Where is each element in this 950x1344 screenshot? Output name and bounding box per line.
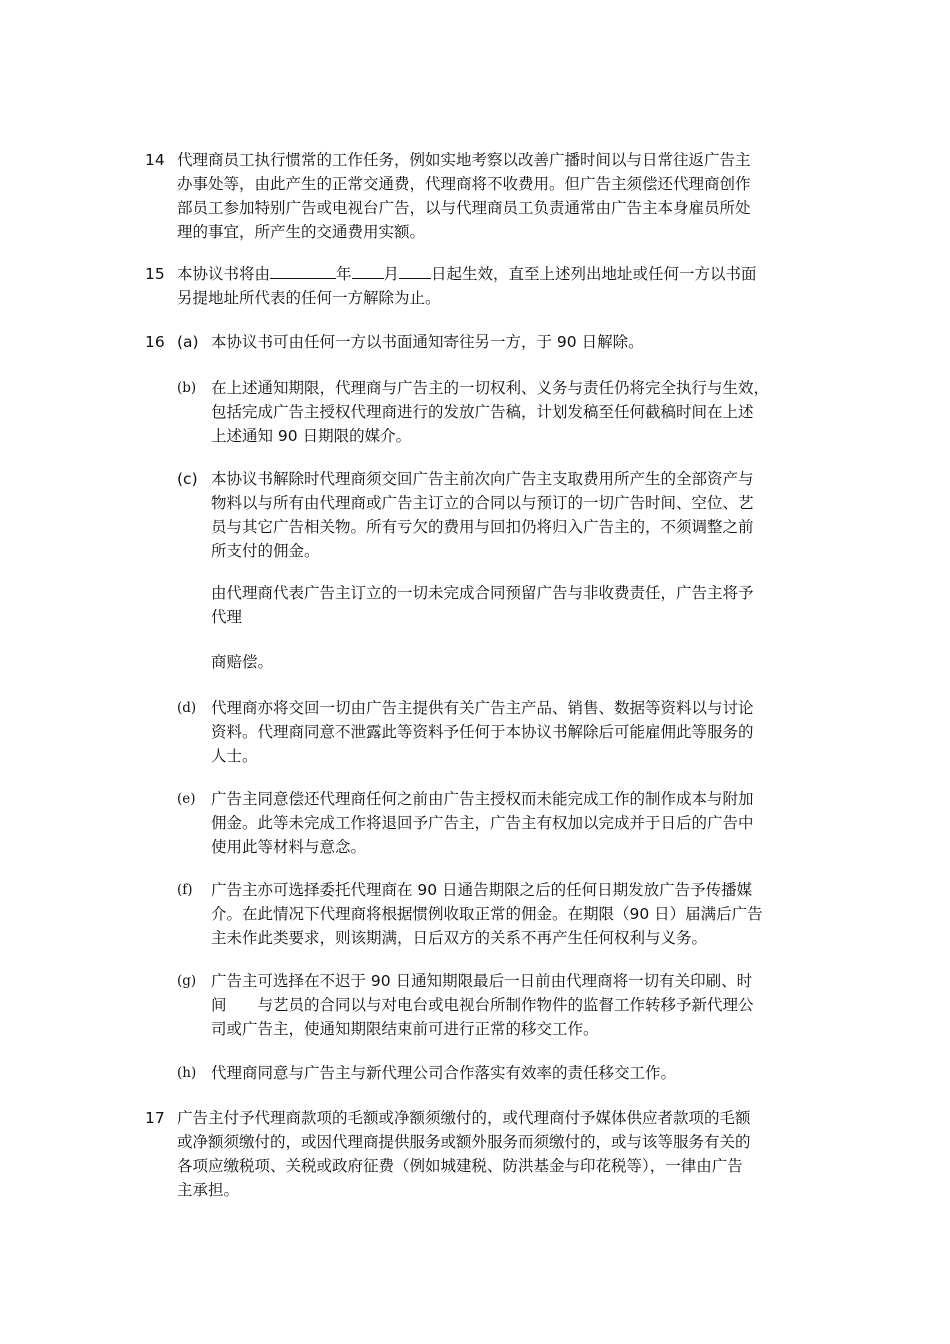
sub-clause-body <box>211 376 815 448</box>
text-line: 在上述通知期限，代理商与广告主的一切权利、义务与责任仍将完全执行与生效， <box>211 379 770 397</box>
sub-clause-body <box>211 1061 815 1085</box>
sub-clause-body <box>211 467 815 563</box>
clause-body <box>177 1106 815 1202</box>
text-line: 广告主同意偿还代理商任何之前由广告主授权而未能完成工作的制作成本与附加 <box>211 790 754 808</box>
text-line: 商赔偿。 <box>211 653 274 671</box>
sub-clause-body <box>211 787 815 859</box>
text-line: 司或广告主，使通知期限结束前可进行正常的移交工作。 <box>211 1020 599 1038</box>
text-line: 所支付的佣金。 <box>211 542 320 560</box>
blank-field-date <box>352 262 384 279</box>
sub-clause-body <box>211 330 815 354</box>
clause-number: 17 <box>145 1109 165 1127</box>
sub-clause-label: (a) <box>177 333 199 351</box>
text-line: 主承担。 <box>177 1181 240 1199</box>
clause-body <box>177 148 815 244</box>
sub-clause-e <box>145 787 815 859</box>
text-line: 或净额须缴付的，或因代理商提供服务或额外服务而须缴付的，或与该等服务有关的 <box>177 1133 751 1151</box>
sub-clause-body <box>211 696 815 768</box>
text-line <box>177 262 815 286</box>
sub-clause-label: (b) <box>177 380 197 396</box>
sub-clause-label: (h) <box>177 1065 197 1081</box>
text-line: 上述通知 90 日期限的媒介。 <box>211 427 412 445</box>
clause-16 <box>145 330 815 354</box>
blank-field-date <box>399 262 431 279</box>
clause-text: 本协议书将由 <box>177 265 271 283</box>
text-line: 佣金。此等未完成工作将退回予广告主，广告主有权加以完成并于日后的广告中 <box>211 814 754 832</box>
text-line: 广告主付予代理商款项的毛额或净额须缴付的，或代理商付予媒体供应者款项的毛额 <box>177 1109 751 1127</box>
text-line: 代理商员工执行惯常的工作任务，例如实地考察以改善广播时间以与日常往返广告主 <box>177 151 751 169</box>
text-line: 理的事宜，所产生的交通费用实额。 <box>177 223 426 241</box>
text-line: 代理商同意与广告主与新代理公司合作落实有效率的责任移交工作。 <box>211 1064 677 1082</box>
text-line: 使用此等材料与意念。 <box>211 838 367 856</box>
text-line: 主未作此类要求，则该期满，日后双方的关系不再产生任何权利与义务。 <box>211 929 708 947</box>
text-line: 本协议书可由任何一方以书面通知寄往另一方，于 90 日解除。 <box>211 333 644 351</box>
paragraph-body <box>211 650 815 674</box>
clause-text: 日起生效，直至上述列出地址或任何一方以书面 <box>431 265 757 283</box>
clause-number: 15 <box>145 265 165 283</box>
sub-clause-label: (d) <box>177 700 197 716</box>
sub-clause-c-paragraph <box>145 581 815 629</box>
paragraph-body <box>211 581 815 629</box>
clause-15 <box>145 262 815 310</box>
month-label: 月 <box>383 265 400 283</box>
text-line: 介。在此情况下代理商将根据惯例收取正常的佣金。在期限（90 日）届满后广告 <box>211 905 763 923</box>
sub-clause-body <box>211 878 815 950</box>
text-line: 广告主可选择在不迟于 90 日通知期限最后一日前由代理商将一切有关印刷、时 <box>211 972 753 990</box>
sub-clause-c-paragraph <box>145 650 815 674</box>
text-line: 人士。 <box>211 747 258 765</box>
text-line: 部员工参加特别广告或电视台广告，以与代理商员工负责通常由广告主本身雇员所处 <box>177 199 751 217</box>
text-line: 另提地址所代表的任何一方解除为止。 <box>177 289 441 307</box>
text-line: 本协议书解除时代理商须交回广告主前次向广告主支取费用所产生的全部资产与 <box>211 470 754 488</box>
sub-clause-label: (c) <box>177 470 198 488</box>
text-line: 由代理商代表广告主订立的一切未完成合同预留广告与非收费责任，广告主将予 <box>211 584 754 602</box>
sub-clause-f <box>145 878 815 950</box>
sub-clause-body <box>211 969 815 1041</box>
sub-clause-label: (e) <box>177 791 196 807</box>
sub-clause-d <box>145 696 815 768</box>
clause-body <box>177 262 815 310</box>
sub-clause-label: (g) <box>177 973 197 989</box>
text-line: 办事处等，由此产生的正常交通费，代理商将不收费用。但广告主须偿还代理商创作 <box>177 175 751 193</box>
sub-clause-h <box>145 1061 815 1085</box>
text-line: 间 与艺员的合同以与对电台或电视台所制作物件的监督工作转移予新代理公 <box>211 996 754 1014</box>
clause-number: 14 <box>145 151 165 169</box>
clause-14 <box>145 148 815 244</box>
blank-field-date <box>270 262 336 279</box>
text-line: 资料。代理商同意不泄露此等资料予任何于本协议书解除后可能雇佣此等服务的 <box>211 723 754 741</box>
clause-17 <box>145 1106 815 1202</box>
year-label: 年 <box>336 265 352 283</box>
sub-clause-g <box>145 969 815 1041</box>
sub-clause-c <box>145 467 815 563</box>
text-line: 各项应缴税项、关税或政府征费（例如城建税、防洪基金与印花税等），一律由广告 <box>177 1157 743 1175</box>
text-line: 广告主亦可选择委托代理商在 90 日通告期限之后的任何日期发放广告予传播媒 <box>211 881 753 899</box>
text-line: 物料以与所有由代理商或广告主订立的合同以与预订的一切广告时间、空位、艺 <box>211 494 754 512</box>
text-line: 包括完成广告主授权代理商进行的发放广告稿，计划发稿至任何截稿时间在上述 <box>211 403 754 421</box>
text-line: 代理商亦将交回一切由广告主提供有关广告主产品、销售、数据等资料以与讨论 <box>211 699 754 717</box>
text-line: 代理 <box>211 608 243 626</box>
sub-clause-label: (f) <box>177 882 193 898</box>
sub-clause-b <box>145 376 815 448</box>
clause-number: 16 <box>145 333 165 351</box>
text-line: 员与其它广告相关物。所有亏欠的费用与回扣仍将归入广告主的，不须调整之前 <box>211 518 754 536</box>
